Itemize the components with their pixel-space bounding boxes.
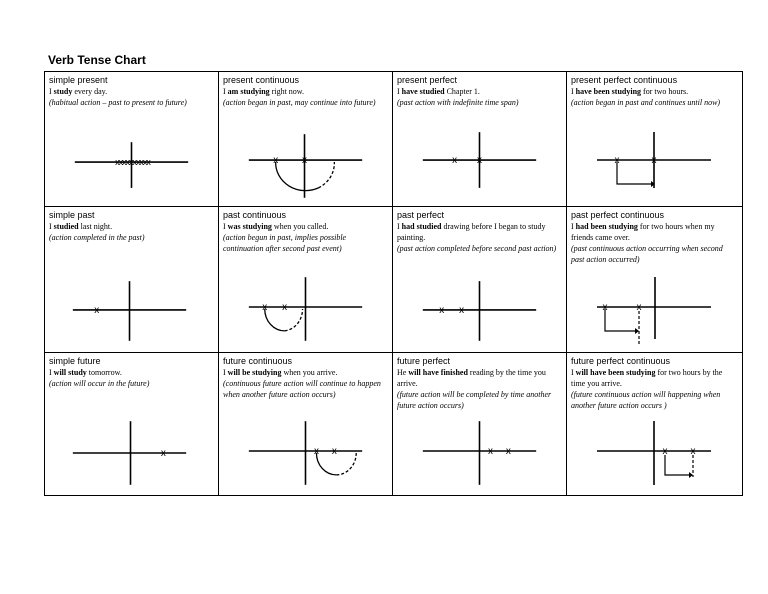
tense-note: (future continuous action will happening when another future action occurs ) [571,390,721,410]
chart-title: Verb Tense Chart [48,53,146,67]
svg-text:x: x [452,155,458,167]
verb-phrase: was studying [227,222,272,231]
tense-name: present continuous [223,75,300,85]
svg-text:xxxxxxxxxx: xxxxxxxxxx [115,157,150,168]
tense-name: simple future [49,356,101,366]
svg-text:x: x [313,445,319,457]
svg-text:x: x [487,445,493,457]
sentence-text: right now. [269,87,305,96]
cell-simple-past [45,207,219,353]
tense-name: future continuous [223,356,293,366]
sentence-text: reading by the time you arrive. [397,368,546,388]
sentence-text: I [397,87,402,96]
tense-note: (action begun in past, implies possible continuation after second past event) [223,233,347,253]
example-sentence [49,367,214,378]
tense-note: (action began in past, may continue into future) [223,98,376,107]
svg-text:x: x [614,155,620,166]
tense-name: past perfect continuous [571,210,665,220]
tense-name: future perfect [397,356,451,366]
example-sentence [571,221,738,243]
example-sentence [223,86,388,97]
sentence-text: I [571,87,576,96]
tense-note: (past action with indefinite time span) [397,98,519,107]
tense-name: past perfect [397,210,445,220]
tense-name: past continuous [223,210,287,220]
sentence-text: I [223,222,228,231]
timeline-diagram [567,413,742,493]
sentence-text: I [223,368,228,377]
cell-present-perfect [393,72,567,207]
timeline-diagram [393,413,566,493]
sentence-text: tomorrow. [86,368,122,377]
verb-phrase: will have been studying [575,368,656,377]
example-sentence [397,221,562,243]
example-sentence [49,86,214,97]
tense-name: simple past [49,210,95,220]
verb-phrase: have studied [401,87,445,96]
svg-text:x: x [662,446,668,457]
tense-note: (action will occur in the future) [49,379,150,388]
sentence-text: I [49,222,54,231]
verb-phrase: am studying [227,87,270,96]
timeline-diagram [567,267,742,347]
timeline-diagram [393,128,566,200]
svg-text:x: x [262,301,268,313]
svg-text:x: x [636,302,642,313]
svg-text:x: x [439,304,445,316]
example-sentence [397,86,562,97]
verb-phrase: have been studying [575,87,642,96]
verb-phrase: had been studying [575,222,638,231]
tense-note: (continuous future action will continue to happen when another future action occurs) [223,379,381,399]
sentence-text: for two hours. [641,87,689,96]
timeline-diagram [219,413,392,493]
tense-grid [44,71,743,496]
verb-phrase: study [53,87,73,96]
svg-text:x: x [459,304,465,316]
cell-simple-future [45,353,219,495]
sentence-text: Chapter 1. [444,87,480,96]
svg-text:x: x [331,445,337,457]
cell-past-continuous [219,207,393,353]
sentence-text: I [49,87,54,96]
verb-phrase: will be studying [227,368,282,377]
sentence-text: for two hours by the time you arrive. [571,368,723,388]
sentence-text: drawing before I began to study painting. [397,222,546,242]
svg-text:x: x [160,447,166,459]
tense-note: (habitual action – past to present to future) [49,98,187,107]
tense-note: (action completed in the past) [49,233,145,242]
svg-text:x: x [282,301,288,313]
svg-text:x: x [602,302,608,313]
example-sentence [223,367,388,378]
sentence-text: I [397,222,402,231]
svg-text:x: x [690,446,696,457]
tense-name: future perfect continuous [571,356,671,366]
cell-future-continuous [219,353,393,495]
sentence-text: last night. [78,222,113,231]
sentence-text: He [397,368,409,377]
timeline-diagram [219,267,392,347]
sentence-text: for two hours when my friends came over. [571,222,715,242]
example-sentence [571,86,738,97]
verb-phrase: studied [53,222,79,231]
svg-text:x: x [477,155,482,167]
tense-name: present perfect [397,75,458,85]
cell-future-perfect-continuous [567,353,742,495]
verb-phrase: will study [53,368,87,377]
timeline-diagram [45,142,218,202]
timeline-diagram [45,413,218,493]
svg-text:x: x [273,155,279,167]
example-sentence [571,367,738,389]
cell-past-perfect-continuous [567,207,742,353]
example-sentence [223,221,388,232]
timeline-diagram [45,267,218,347]
sentence-text: I [571,222,576,231]
sentence-text: every day. [72,87,108,96]
cell-present-continuous [219,72,393,207]
cell-past-perfect [393,207,567,353]
timeline-diagram [393,267,566,347]
verb-phrase: had studied [401,222,442,231]
timeline-diagram [219,128,392,200]
tense-note: (past continuous action occurring when second past action occurred) [571,244,723,264]
cell-present-perfect-continuous [567,72,742,207]
svg-text:x: x [505,445,511,457]
verb-phrase: will have finished [408,368,468,377]
svg-text:x: x [302,155,307,167]
tense-name: present perfect continuous [571,75,678,85]
cell-future-perfect [393,353,567,495]
sentence-text: when you arrive. [281,368,338,377]
svg-text:x: x [94,304,100,316]
tense-note: (future action will be completed by time another future action occurs) [397,390,552,410]
cell-simple-present [45,72,219,207]
example-sentence [397,367,562,389]
tense-name: simple present [49,75,108,85]
sentence-text: I [49,368,54,377]
svg-text:x: x [651,155,657,166]
tense-note: (action began in past and continues until now) [571,98,721,107]
timeline-diagram [567,128,742,200]
sentence-text: when you called. [271,222,329,231]
sentence-text: I [571,368,576,377]
tense-note: (past action completed before second past action) [397,244,557,253]
example-sentence [49,221,214,232]
sentence-text: I [223,87,228,96]
